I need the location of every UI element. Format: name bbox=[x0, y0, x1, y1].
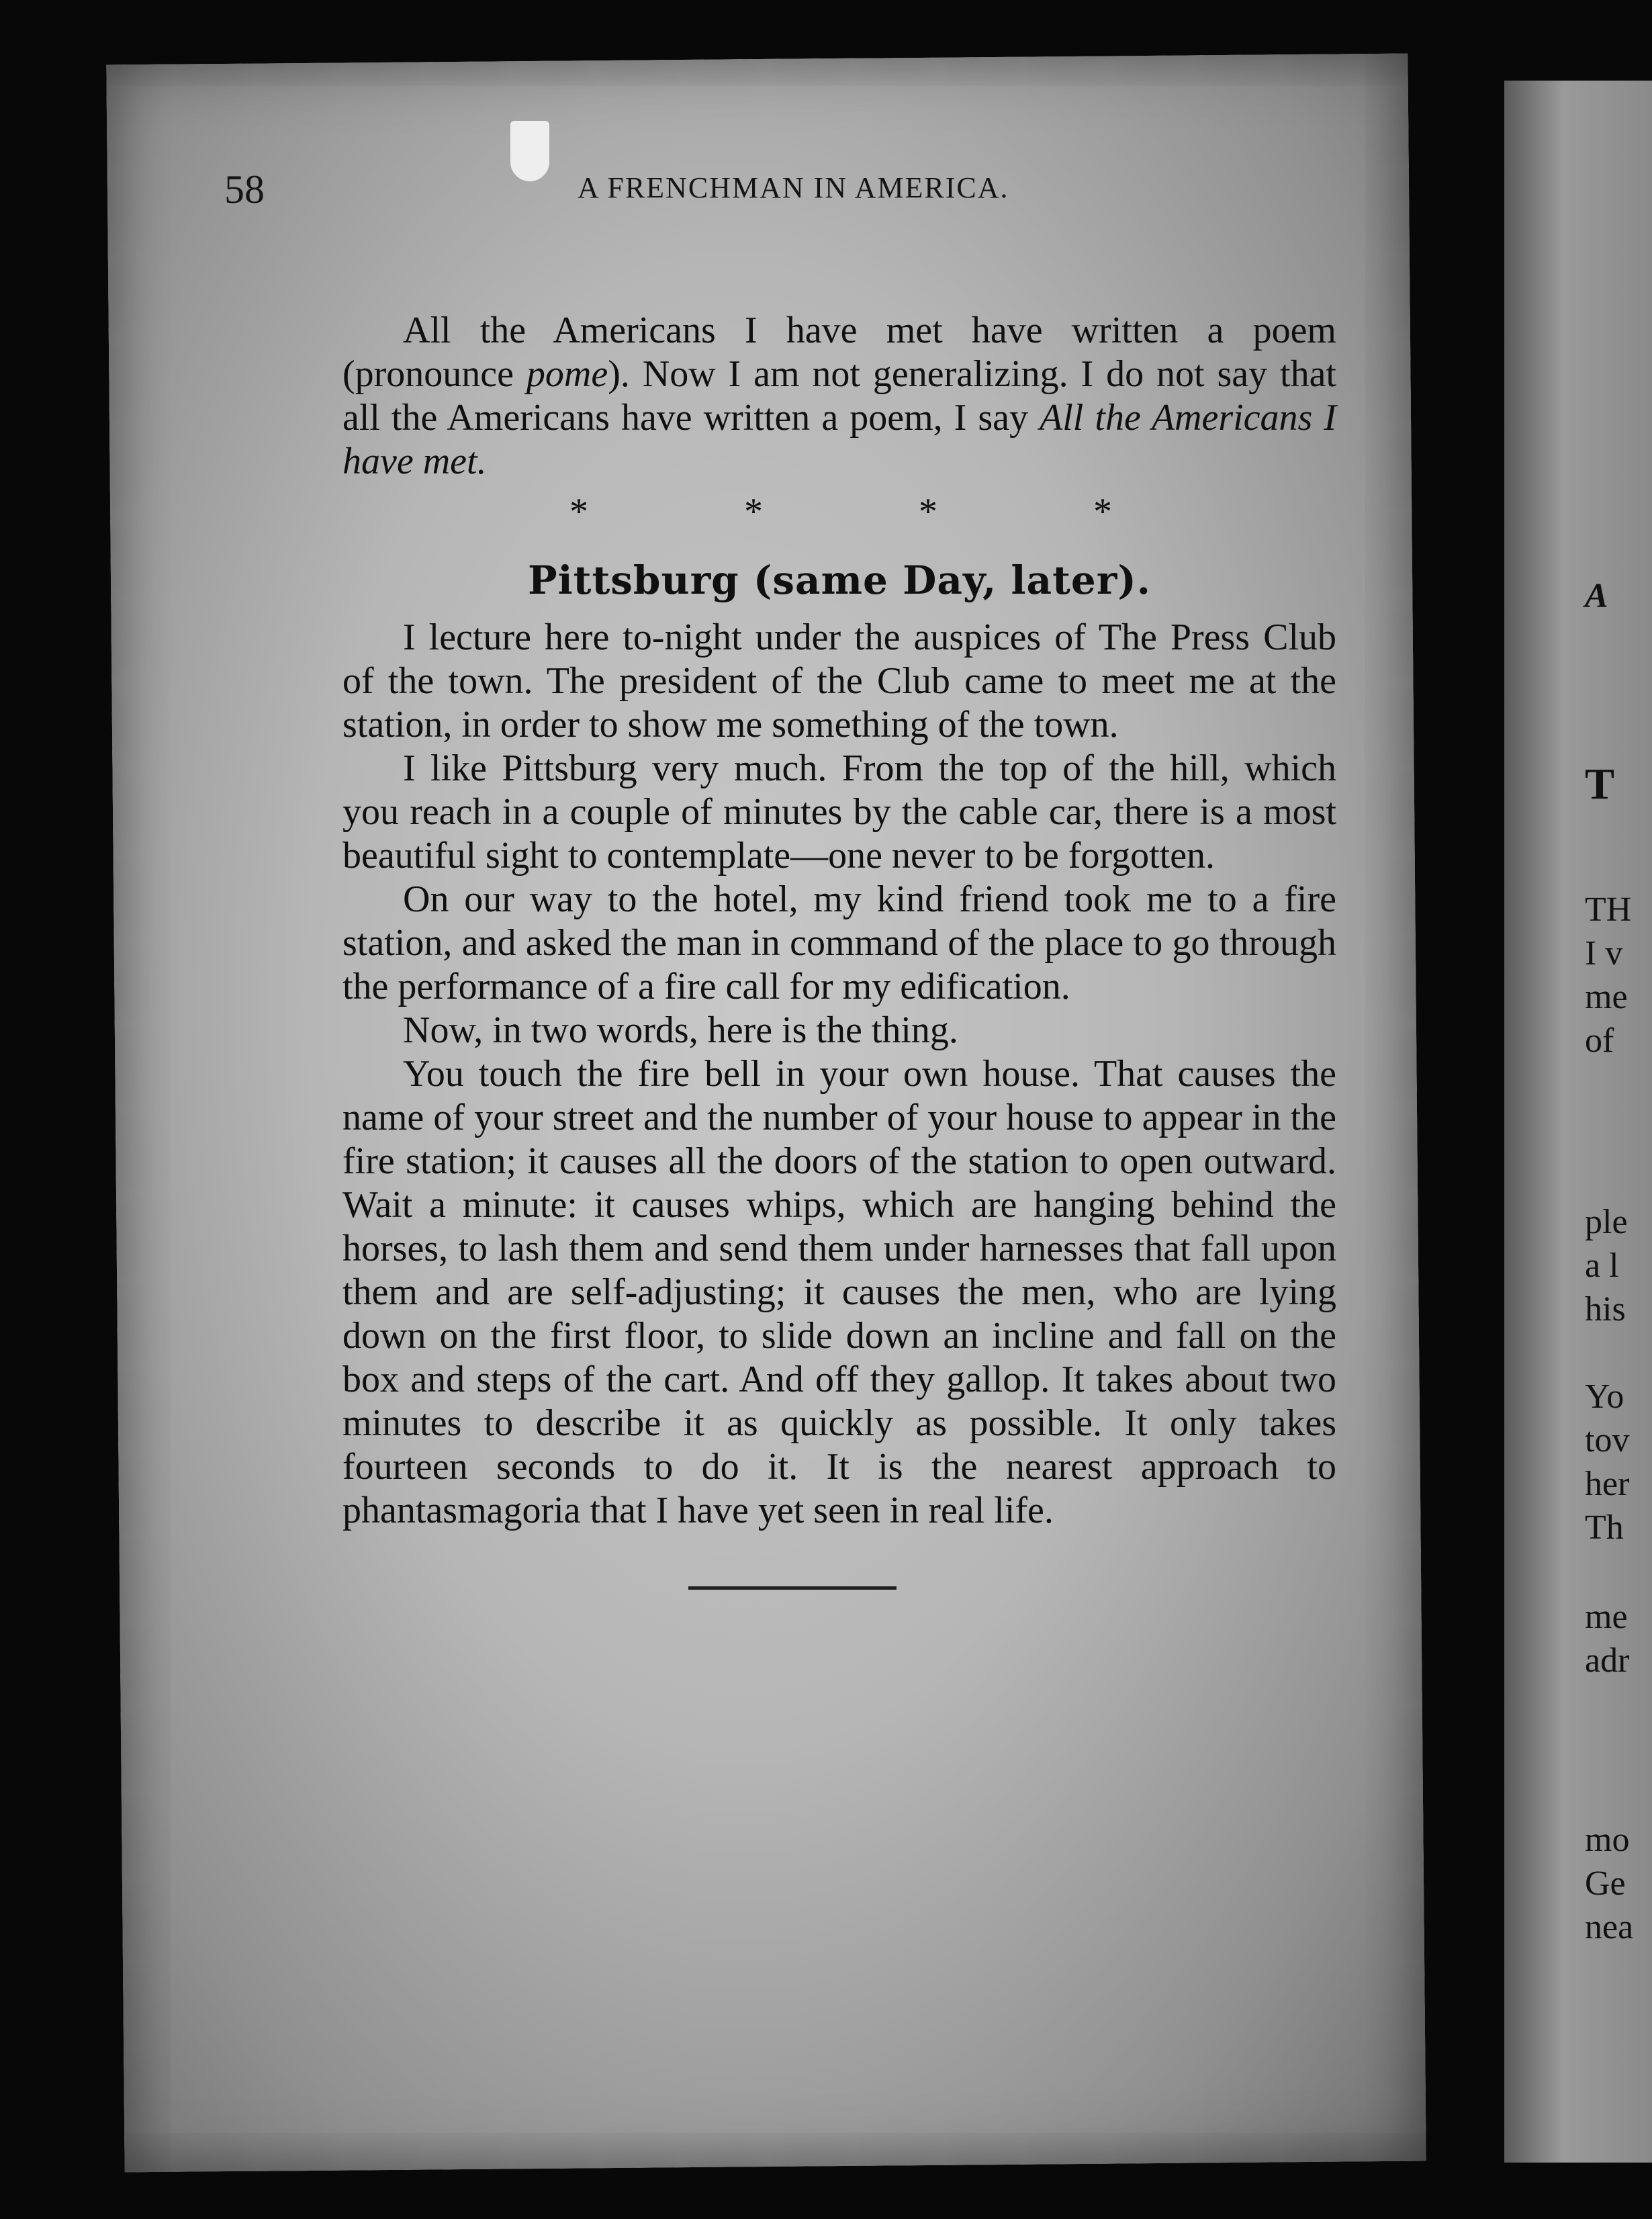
fragment: A bbox=[1585, 577, 1608, 615]
paragraph-intro bbox=[342, 309, 1336, 484]
page-header bbox=[224, 167, 1339, 227]
end-rule bbox=[688, 1586, 897, 1590]
star-glyph: * bbox=[744, 491, 763, 533]
section-divider-stars bbox=[342, 488, 1336, 541]
fragment: Yo bbox=[1585, 1377, 1624, 1416]
fragment: nea bbox=[1585, 1908, 1634, 1946]
fragment: her bbox=[1585, 1465, 1630, 1503]
running-title: A FRENCHMAN IN AMERICA. bbox=[578, 171, 1009, 204]
intro-italic-phrase: All the Americans I have met. bbox=[342, 397, 1336, 482]
page-body bbox=[342, 309, 1336, 1590]
fragment: I v bbox=[1585, 934, 1623, 972]
fragment: a l bbox=[1585, 1247, 1619, 1285]
fragment: tov bbox=[1585, 1421, 1630, 1459]
paragraph: You touch the fire bell in your own house. That causes the name of your street and the number of your house to appear in the fire station; it causes all the doors of the station to open outward. Wait a minute: it causes whips, which are hanging behind the horses, to lash them and send them under harnesses that fall upon them and are self-adjusting; it causes the men, who are lying down on the first floor, to slide down an incline and fall on the box and steps of the cart. And off they gallop. It takes about two minutes to describe it as quickly as possible. It only takes fourteen seconds to do it. It is the nearest approach to phantasmagoria that I have yet seen in real life. bbox=[342, 1053, 1336, 1531]
adjacent-page bbox=[1504, 81, 1652, 2163]
page-number: 58 bbox=[224, 167, 265, 212]
fragment: Th bbox=[1585, 1508, 1624, 1547]
fragment: his bbox=[1585, 1290, 1626, 1328]
section-heading: Pittsburg (same Day, later). bbox=[528, 557, 1151, 603]
paragraph: I like Pittsburg very much. From the top of the hill, which you reach in a couple of minutes by the cable car, there is a most beautiful sight to contemplate—one never to be forgotten. bbox=[342, 748, 1336, 876]
fragment: me bbox=[1585, 978, 1628, 1016]
fragment: ple bbox=[1585, 1203, 1628, 1241]
star-glyph: * bbox=[919, 491, 937, 533]
fragment: Ge bbox=[1585, 1864, 1626, 1903]
star-glyph: * bbox=[1093, 491, 1112, 533]
fragment: adr bbox=[1585, 1641, 1630, 1680]
fragment: T bbox=[1585, 760, 1615, 809]
fragment: TH bbox=[1585, 891, 1632, 929]
paragraph: I lecture here to-night under the auspices of The Press Club of the town. The president of the Club came to meet me at the station, in order to show me something of the town. bbox=[342, 617, 1336, 745]
paragraph: Now, in two words, here is the thing. bbox=[403, 1009, 958, 1051]
paragraph: On our way to the hotel, my kind friend took me to a fire station, and asked the man in command of the place to go through the performance of a fire call for my edification. bbox=[342, 878, 1336, 1007]
intro-text-a: All the Americans I have met have written a poem (pronounce bbox=[342, 310, 1336, 395]
intro-italic-word: pome bbox=[526, 353, 608, 395]
fragment: me bbox=[1585, 1598, 1628, 1636]
star-glyph: * bbox=[569, 491, 588, 533]
intro-text-b: ). Now I am not generalizing. I do not say that all the Americans have written a poem, I say bbox=[342, 353, 1336, 439]
fragment: of bbox=[1585, 1022, 1614, 1060]
fragment: mo bbox=[1585, 1821, 1630, 1859]
